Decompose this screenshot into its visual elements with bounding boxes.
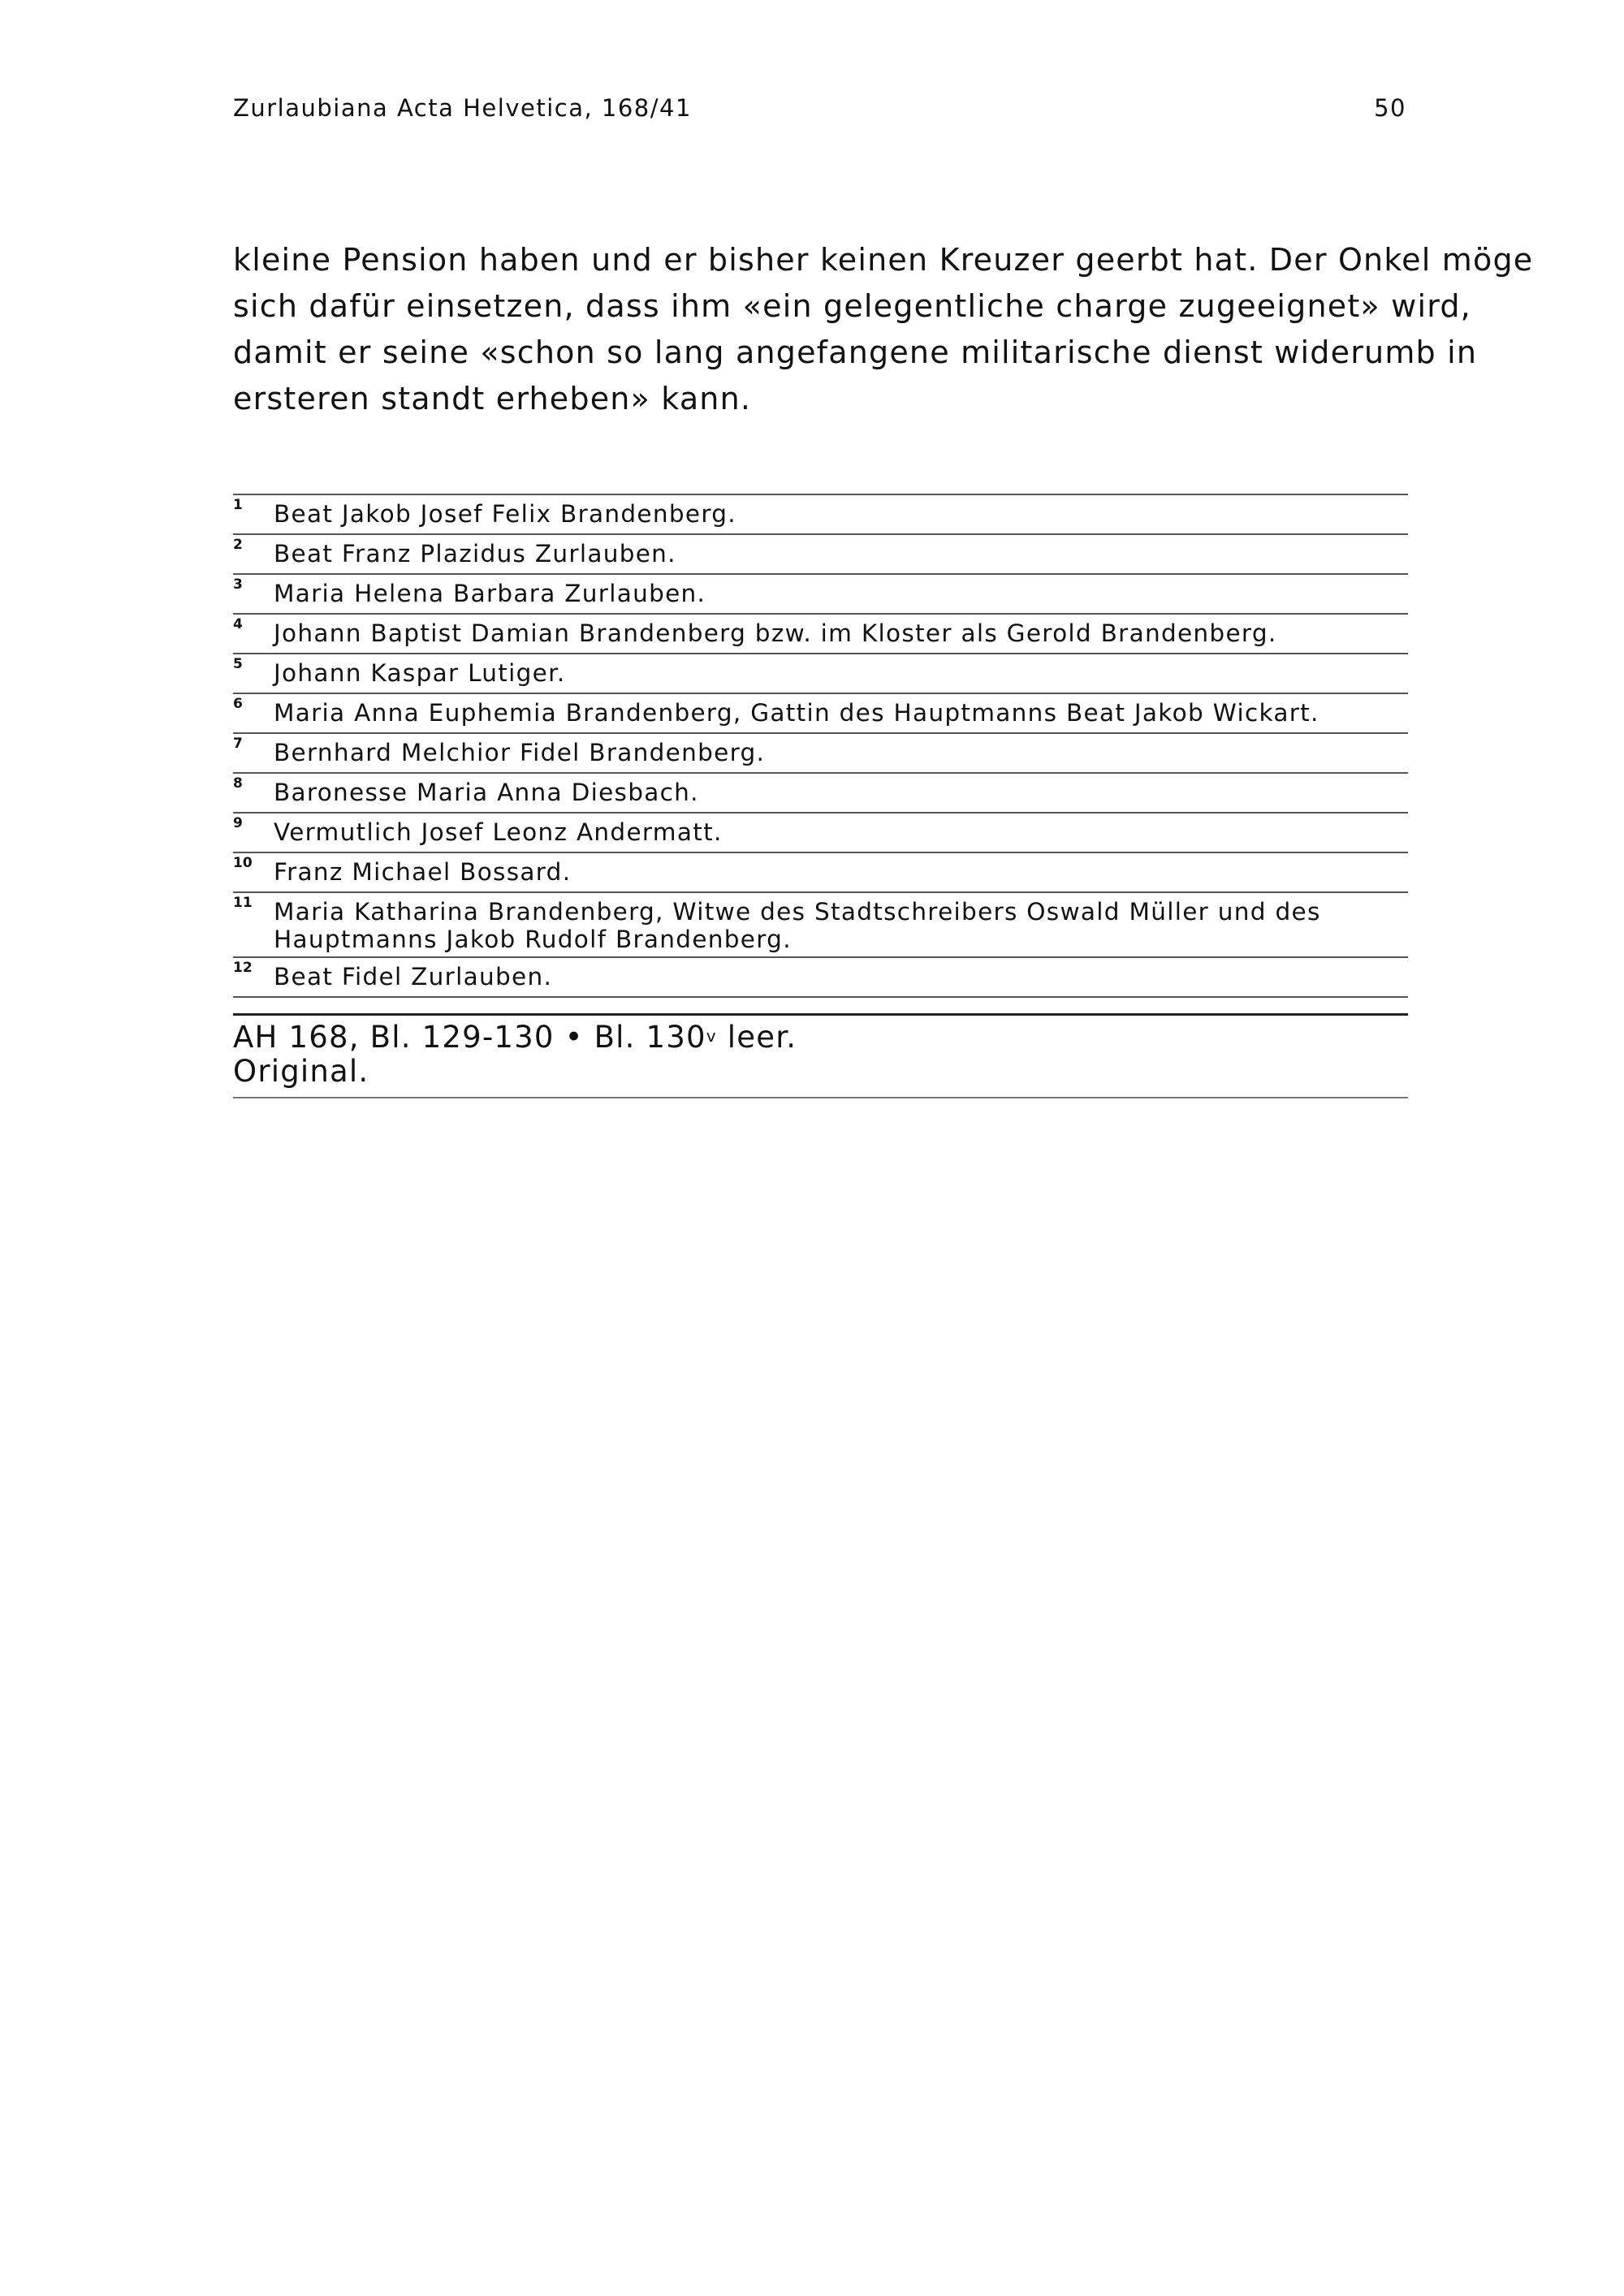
footnote-number: 8: [233, 775, 243, 792]
footnote-number: 7: [233, 736, 243, 752]
page-number: 50: [1374, 94, 1406, 122]
body-line: sich dafür einsetzen, dass ihm «ein gelegentliche charge zugeeignet» wird,: [233, 288, 1471, 324]
footnote-10: [233, 853, 1408, 893]
footnotes-list: [233, 494, 1408, 998]
footnote-number: 5: [233, 656, 243, 672]
body-line: damit er seine «schon so lang angefangene militarische dienst widerumb in: [233, 334, 1478, 370]
source-location: [233, 1021, 1408, 1055]
footnote-text: Beat Jakob Josef Felix Brandenberg.: [274, 500, 736, 528]
source-location-text: AH 168, Bl. 129-130 • Bl. 130: [233, 1020, 706, 1055]
footnote-8: [233, 774, 1408, 814]
footnote-number: 11: [233, 895, 253, 911]
footnote-text: Baronesse Maria Anna Diesbach.: [274, 779, 699, 806]
footnote-text: Johann Baptist Damian Brandenberg bzw. im Kloster als Gerold Brandenberg.: [274, 619, 1277, 647]
footnote-number: 9: [233, 815, 243, 831]
footnote-number: 6: [233, 696, 243, 712]
footnote-number: 12: [233, 960, 253, 976]
footnote-text: Maria Katharina Brandenberg, Witwe des Stadtschreibers Oswald Müller und des: [274, 898, 1321, 926]
footnote-text: Beat Franz Plazidus Zurlauben.: [274, 540, 676, 568]
body-line: kleine Pension haben und er bisher keinen Kreuzer geerbt hat. Der Onkel möge: [233, 242, 1534, 278]
footnote-text: Maria Helena Barbara Zurlauben.: [274, 580, 706, 607]
body-paragraph: [233, 237, 1534, 422]
footnote-number: 4: [233, 616, 243, 632]
footnote-text: Vermutlich Josef Leonz Andermatt.: [274, 818, 723, 846]
footnote-text-continued: Hauptmanns Jakob Rudolf Brandenberg.: [274, 926, 792, 953]
footnote-text: Maria Anna Euphemia Brandenberg, Gattin des Hauptmanns Beat Jakob Wickart.: [274, 699, 1320, 727]
footnote-text: Franz Michael Bossard.: [274, 858, 572, 886]
footnote-7: [233, 734, 1408, 774]
footnote-5: [233, 654, 1408, 694]
body-line: ersteren standt erheben» kann.: [233, 381, 752, 416]
footnote-1: [233, 495, 1408, 535]
footnote-2: [233, 535, 1408, 575]
footnote-11: [233, 893, 1408, 958]
footnote-text: Beat Fidel Zurlauben.: [274, 963, 553, 990]
running-header-title: Zurlaubiana Acta Helvetica, 168/41: [233, 94, 692, 122]
footnote-text: Bernhard Melchior Fidel Brandenberg.: [274, 739, 766, 766]
footnote-9: [233, 814, 1408, 853]
footnote-3: [233, 575, 1408, 615]
footnote-number: 10: [233, 855, 253, 871]
footnote-number: 2: [233, 537, 243, 553]
footnote-text: Johann Kaspar Lutiger.: [274, 659, 566, 687]
footnote-number: 1: [233, 497, 243, 513]
footnote-12: [233, 958, 1408, 998]
source-type: Original.: [233, 1054, 369, 1089]
footnote-4: [233, 615, 1408, 654]
footnote-number: 3: [233, 576, 243, 593]
footnote-6: [233, 694, 1408, 734]
source-location-suffix: leer.: [716, 1020, 797, 1055]
source-reference: [233, 1013, 1408, 1098]
verso-superscript: v: [706, 1026, 717, 1046]
